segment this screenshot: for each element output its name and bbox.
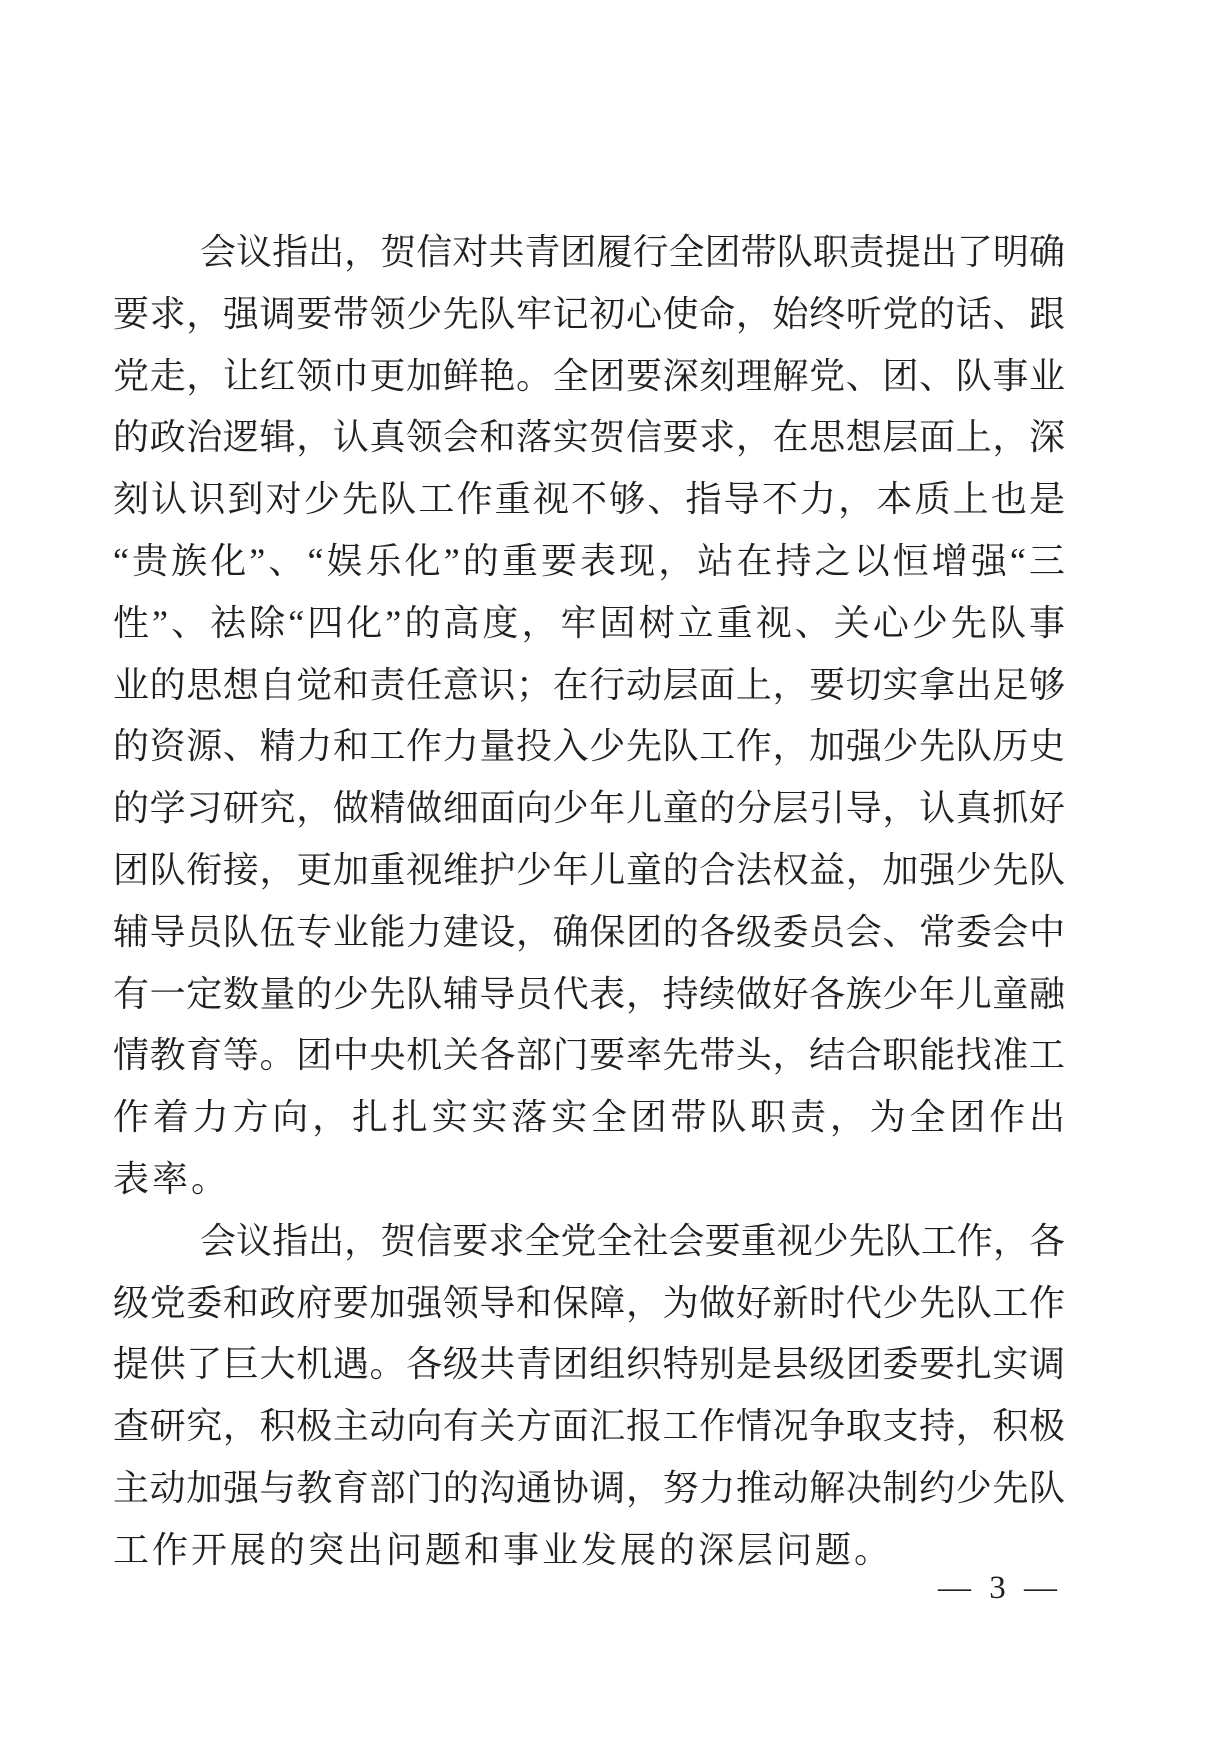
paragraph-1-line-13: 有一定数量的少先队辅导员代表，持续做好各族少年儿童融 xyxy=(113,973,1065,1014)
paragraph-1-line-10: 的学习研究，做精做细面向少年儿童的分层引导，认真抓好 xyxy=(113,788,1065,829)
paragraph-1-line-5: 刻认识到对少先队工作重视不够、指导不力，本质上也是 xyxy=(113,479,1065,520)
paragraph-2-line-3: 提供了巨大机遇。各级共青团组织特别是县级团委要扎实调 xyxy=(113,1344,1065,1385)
paragraph-1-line-2: 要求，强调要带领少先队牢记初心使命，始终听党的话、跟 xyxy=(113,293,1065,334)
paragraph-1-line-7: 性”、祛除“四化”的高度，牢固树立重视、关心少先队事 xyxy=(113,602,1065,643)
document-text-block xyxy=(113,222,1065,1582)
page-number: — 3 — xyxy=(938,1570,1059,1606)
paragraph-2-line-6: 工作开展的突出问题和事业发展的深层问题。 xyxy=(113,1529,894,1570)
paragraph-1 xyxy=(113,222,1065,1211)
paragraph-2-line-4: 查研究，积极主动向有关方面汇报工作情况争取支持，积极 xyxy=(113,1406,1065,1447)
paragraph-1-line-15: 作着力方向，扎扎实实落实全团带队职责，为全团作出 xyxy=(113,1097,1065,1138)
paragraph-1-line-3: 党走，让红领巾更加鲜艳。全团要深刻理解党、团、队事业 xyxy=(113,355,1065,396)
paragraph-1-line-1: 会议指出，贺信对共青团履行全团带队职责提出了明确 xyxy=(200,232,1065,272)
paragraph-2 xyxy=(113,1211,1065,1582)
paragraph-1-line-12: 辅导员队伍专业能力建设，确保团的各级委员会、常委会中 xyxy=(113,911,1065,952)
paragraph-2-line-5: 主动加强与教育部门的沟通协调，努力推动解决制约少先队 xyxy=(113,1467,1065,1508)
paragraph-1-line-9: 的资源、精力和工作力量投入少先队工作，加强少先队历史 xyxy=(113,726,1065,767)
paragraph-1-line-6: “贵族化”、“娱乐化”的重要表现，站在持之以恒增强“三 xyxy=(113,540,1065,581)
paragraph-2-line-2: 级党委和政府要加强领导和保障，为做好新时代少先队工作 xyxy=(113,1282,1065,1323)
paragraph-2-line-1: 会议指出，贺信要求全党全社会要重视少先队工作，各 xyxy=(200,1220,1065,1261)
paragraph-1-line-11: 团队衔接，更加重视维护少年儿童的合法权益，加强少先队 xyxy=(113,849,1065,890)
paragraph-1-line-16: 表率。 xyxy=(113,1158,231,1199)
paragraph-1-line-4: 的政治逻辑，认真领会和落实贺信要求，在思想层面上，深 xyxy=(113,417,1065,458)
paragraph-1-line-14: 情教育等。团中央机关各部门要率先带头，结合职能找准工 xyxy=(113,1035,1065,1076)
paragraph-1-line-8: 业的思想自觉和责任意识；在行动层面上，要切实拿出足够 xyxy=(113,664,1065,705)
